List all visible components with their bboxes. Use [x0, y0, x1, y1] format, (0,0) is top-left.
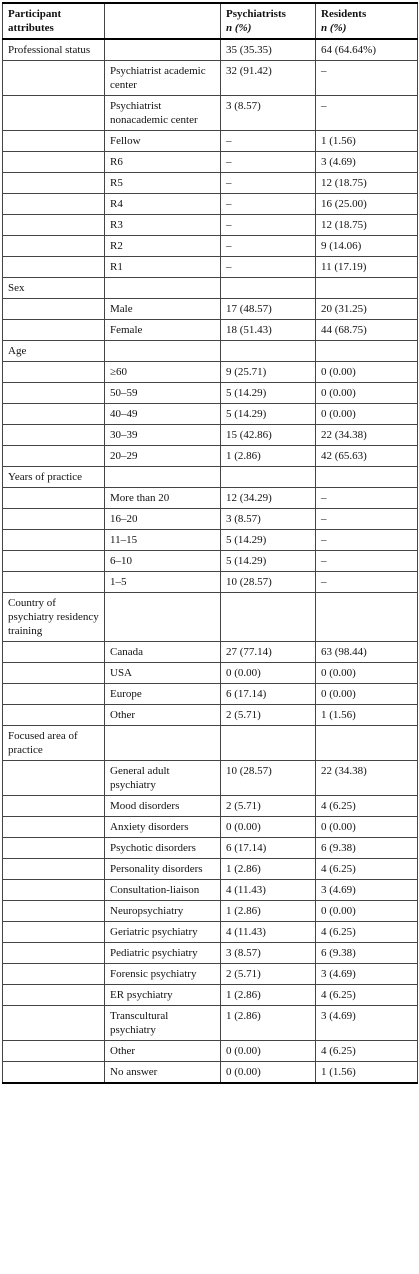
row-psychiatrists-value: 3 (8.57) [221, 943, 316, 964]
row-psychiatrists-value [221, 341, 316, 362]
row-subcategory: R4 [105, 194, 221, 215]
row-residents-value: 6 (9.38) [316, 838, 418, 859]
row-residents-value: 4 (6.25) [316, 985, 418, 1006]
row-attribute [3, 131, 105, 152]
row-attribute: Sex [3, 278, 105, 299]
row-residents-value: 0 (0.00) [316, 901, 418, 922]
table-row [3, 467, 418, 488]
row-residents-value: 20 (31.25) [316, 299, 418, 320]
row-residents-value [316, 278, 418, 299]
table-row [3, 425, 418, 446]
row-attribute [3, 1062, 105, 1084]
row-attribute [3, 551, 105, 572]
row-psychiatrists-value: 18 (51.43) [221, 320, 316, 341]
row-residents-value: 44 (68.75) [316, 320, 418, 341]
row-attribute: Focused area of practice [3, 726, 105, 761]
row-psychiatrists-value: 2 (5.71) [221, 964, 316, 985]
header-psychiatrists [221, 3, 316, 39]
table-row [3, 215, 418, 236]
row-residents-value: – [316, 509, 418, 530]
row-subcategory [105, 341, 221, 362]
row-residents-value: 4 (6.25) [316, 1041, 418, 1062]
table-row [3, 1062, 418, 1084]
row-attribute [3, 943, 105, 964]
table-row [3, 761, 418, 796]
row-attribute [3, 173, 105, 194]
table-row [3, 278, 418, 299]
row-residents-value: 0 (0.00) [316, 362, 418, 383]
header-participant-attributes: Participant attributes [3, 3, 105, 39]
table-row [3, 194, 418, 215]
table-row [3, 152, 418, 173]
table-row [3, 705, 418, 726]
row-attribute [3, 901, 105, 922]
header-psychiatrists-title: Psychiatrists [226, 8, 286, 20]
row-subcategory: ER psychiatry [105, 985, 221, 1006]
row-residents-value: 3 (4.69) [316, 880, 418, 901]
row-residents-value: 63 (98.44) [316, 642, 418, 663]
row-residents-value: 42 (65.63) [316, 446, 418, 467]
row-subcategory: 20–29 [105, 446, 221, 467]
row-psychiatrists-value: 12 (34.29) [221, 488, 316, 509]
row-residents-value: 11 (17.19) [316, 257, 418, 278]
row-psychiatrists-value: 5 (14.29) [221, 404, 316, 425]
row-subcategory [105, 726, 221, 761]
row-subcategory: No answer [105, 1062, 221, 1084]
row-residents-value: 4 (6.25) [316, 859, 418, 880]
table-row [3, 1041, 418, 1062]
row-psychiatrists-value: 2 (5.71) [221, 705, 316, 726]
row-psychiatrists-value: 1 (2.86) [221, 859, 316, 880]
row-subcategory: Neuropsychiatry [105, 901, 221, 922]
table-row [3, 551, 418, 572]
row-psychiatrists-value: 1 (2.86) [221, 985, 316, 1006]
row-subcategory: R3 [105, 215, 221, 236]
row-subcategory: Consultation-liaison [105, 880, 221, 901]
table-row [3, 173, 418, 194]
table-row [3, 964, 418, 985]
row-subcategory [105, 467, 221, 488]
table-row [3, 362, 418, 383]
row-psychiatrists-value: 15 (42.86) [221, 425, 316, 446]
row-residents-value: 16 (25.00) [316, 194, 418, 215]
row-attribute: Country of psychiatry residency training [3, 593, 105, 642]
row-attribute [3, 383, 105, 404]
row-attribute [3, 236, 105, 257]
row-psychiatrists-value [221, 726, 316, 761]
row-subcategory: Psychiatrist nonacademic center [105, 96, 221, 131]
row-subcategory: 1–5 [105, 572, 221, 593]
row-residents-value: 0 (0.00) [316, 404, 418, 425]
table-row [3, 404, 418, 425]
table-row [3, 131, 418, 152]
table-row [3, 39, 418, 61]
row-subcategory: More than 20 [105, 488, 221, 509]
row-residents-value: 9 (14.06) [316, 236, 418, 257]
row-subcategory: 6–10 [105, 551, 221, 572]
row-attribute [3, 215, 105, 236]
table-row [3, 985, 418, 1006]
row-attribute [3, 362, 105, 383]
row-psychiatrists-value: 1 (2.86) [221, 446, 316, 467]
row-psychiatrists-value: – [221, 152, 316, 173]
row-subcategory: Canada [105, 642, 221, 663]
table-row [3, 901, 418, 922]
row-psychiatrists-value: – [221, 236, 316, 257]
row-psychiatrists-value: – [221, 215, 316, 236]
header-residents-title: Residents [321, 8, 367, 20]
row-attribute [3, 152, 105, 173]
table-row [3, 383, 418, 404]
row-subcategory: Fellow [105, 131, 221, 152]
row-attribute [3, 61, 105, 96]
row-subcategory: 30–39 [105, 425, 221, 446]
table-row [3, 572, 418, 593]
row-subcategory: Transcultural psychiatry [105, 1006, 221, 1041]
table-row [3, 859, 418, 880]
table-row [3, 61, 418, 96]
row-attribute [3, 1006, 105, 1041]
row-subcategory: USA [105, 663, 221, 684]
row-subcategory: Anxiety disorders [105, 817, 221, 838]
row-attribute [3, 838, 105, 859]
row-psychiatrists-value: 0 (0.00) [221, 663, 316, 684]
row-attribute [3, 880, 105, 901]
row-subcategory: Psychiatrist academic center [105, 61, 221, 96]
row-subcategory: Other [105, 1041, 221, 1062]
row-attribute [3, 684, 105, 705]
row-psychiatrists-value [221, 593, 316, 642]
row-residents-value: 0 (0.00) [316, 817, 418, 838]
row-psychiatrists-value: 5 (14.29) [221, 530, 316, 551]
row-psychiatrists-value: 4 (11.43) [221, 922, 316, 943]
row-residents-value [316, 341, 418, 362]
row-psychiatrists-value: 5 (14.29) [221, 551, 316, 572]
row-subcategory: 40–49 [105, 404, 221, 425]
table-row [3, 530, 418, 551]
row-psychiatrists-value: 3 (8.57) [221, 509, 316, 530]
row-psychiatrists-value: 0 (0.00) [221, 817, 316, 838]
row-psychiatrists-value: 1 (2.86) [221, 901, 316, 922]
row-psychiatrists-value [221, 278, 316, 299]
row-psychiatrists-value: 10 (28.57) [221, 761, 316, 796]
table-row [3, 663, 418, 684]
row-residents-value: 22 (34.38) [316, 761, 418, 796]
row-attribute [3, 446, 105, 467]
row-subcategory: Geriatric psychiatry [105, 922, 221, 943]
header-residents-unit: n (%) [321, 22, 347, 34]
row-psychiatrists-value: 6 (17.14) [221, 684, 316, 705]
row-residents-value [316, 726, 418, 761]
row-attribute [3, 509, 105, 530]
row-residents-value: – [316, 551, 418, 572]
row-psychiatrists-value: 4 (11.43) [221, 880, 316, 901]
table-row [3, 488, 418, 509]
header-subcategory [105, 3, 221, 39]
row-attribute [3, 761, 105, 796]
row-residents-value: 3 (4.69) [316, 1006, 418, 1041]
table-row [3, 726, 418, 761]
row-psychiatrists-value: – [221, 257, 316, 278]
row-residents-value: 1 (1.56) [316, 1062, 418, 1084]
row-subcategory: Pediatric psychiatry [105, 943, 221, 964]
table-row [3, 257, 418, 278]
row-subcategory [105, 278, 221, 299]
row-attribute [3, 663, 105, 684]
table-row [3, 96, 418, 131]
row-attribute [3, 817, 105, 838]
row-subcategory: 16–20 [105, 509, 221, 530]
row-attribute [3, 299, 105, 320]
row-residents-value: 3 (4.69) [316, 152, 418, 173]
row-subcategory: Mood disorders [105, 796, 221, 817]
row-residents-value: – [316, 96, 418, 131]
row-attribute [3, 572, 105, 593]
row-attribute [3, 404, 105, 425]
row-psychiatrists-value: – [221, 173, 316, 194]
table-row [3, 1006, 418, 1041]
row-psychiatrists-value: – [221, 194, 316, 215]
row-psychiatrists-value: 32 (91.42) [221, 61, 316, 96]
table-row [3, 446, 418, 467]
table-row [3, 796, 418, 817]
row-subcategory: R1 [105, 257, 221, 278]
row-attribute: Age [3, 341, 105, 362]
row-subcategory: R6 [105, 152, 221, 173]
table-row [3, 593, 418, 642]
row-attribute [3, 194, 105, 215]
row-attribute [3, 530, 105, 551]
row-attribute [3, 985, 105, 1006]
table-row [3, 320, 418, 341]
row-residents-value: 22 (34.38) [316, 425, 418, 446]
row-attribute [3, 96, 105, 131]
row-residents-value: 0 (0.00) [316, 684, 418, 705]
row-psychiatrists-value: 3 (8.57) [221, 96, 316, 131]
row-psychiatrists-value: 0 (0.00) [221, 1062, 316, 1084]
row-psychiatrists-value: 6 (17.14) [221, 838, 316, 859]
row-residents-value: 1 (1.56) [316, 705, 418, 726]
row-residents-value [316, 593, 418, 642]
table-row [3, 684, 418, 705]
table-row [3, 817, 418, 838]
row-residents-value: 1 (1.56) [316, 131, 418, 152]
row-attribute [3, 964, 105, 985]
row-subcategory [105, 39, 221, 61]
row-attribute [3, 425, 105, 446]
row-residents-value: 12 (18.75) [316, 215, 418, 236]
row-psychiatrists-value: 1 (2.86) [221, 1006, 316, 1041]
row-psychiatrists-value: 17 (48.57) [221, 299, 316, 320]
row-residents-value: 0 (0.00) [316, 663, 418, 684]
row-subcategory: Psychotic disorders [105, 838, 221, 859]
row-subcategory: Forensic psychiatry [105, 964, 221, 985]
table-body [3, 39, 418, 1083]
row-psychiatrists-value: 2 (5.71) [221, 796, 316, 817]
row-subcategory: Male [105, 299, 221, 320]
row-psychiatrists-value: 27 (77.14) [221, 642, 316, 663]
table-row [3, 922, 418, 943]
row-psychiatrists-value: 9 (25.71) [221, 362, 316, 383]
table-row [3, 236, 418, 257]
row-subcategory: ≥60 [105, 362, 221, 383]
row-subcategory: General adult psychiatry [105, 761, 221, 796]
row-attribute [3, 796, 105, 817]
row-residents-value: 4 (6.25) [316, 796, 418, 817]
header-row [3, 3, 418, 39]
row-psychiatrists-value: 0 (0.00) [221, 1041, 316, 1062]
table-row [3, 642, 418, 663]
participant-table [2, 2, 418, 1084]
table-row [3, 509, 418, 530]
row-attribute: Years of practice [3, 467, 105, 488]
row-attribute [3, 488, 105, 509]
row-attribute [3, 1041, 105, 1062]
table-row [3, 299, 418, 320]
table-row [3, 341, 418, 362]
row-residents-value: 12 (18.75) [316, 173, 418, 194]
table-row [3, 880, 418, 901]
table-row [3, 838, 418, 859]
row-subcategory: Europe [105, 684, 221, 705]
row-psychiatrists-value: 10 (28.57) [221, 572, 316, 593]
row-attribute [3, 922, 105, 943]
row-subcategory: 50–59 [105, 383, 221, 404]
row-subcategory: Other [105, 705, 221, 726]
row-psychiatrists-value: 35 (35.35) [221, 39, 316, 61]
row-attribute [3, 642, 105, 663]
row-attribute: Professional status [3, 39, 105, 61]
row-psychiatrists-value: – [221, 131, 316, 152]
row-attribute [3, 705, 105, 726]
row-subcategory: Female [105, 320, 221, 341]
row-subcategory: Personality disorders [105, 859, 221, 880]
table-row [3, 943, 418, 964]
row-residents-value: – [316, 572, 418, 593]
row-residents-value: 0 (0.00) [316, 383, 418, 404]
row-residents-value: – [316, 61, 418, 96]
header-psychiatrists-unit: n (%) [226, 22, 252, 34]
row-attribute [3, 320, 105, 341]
row-subcategory: 11–15 [105, 530, 221, 551]
row-subcategory: R2 [105, 236, 221, 257]
row-attribute [3, 859, 105, 880]
row-residents-value: 4 (6.25) [316, 922, 418, 943]
row-residents-value: 64 (64.64%) [316, 39, 418, 61]
row-residents-value [316, 467, 418, 488]
row-residents-value: 3 (4.69) [316, 964, 418, 985]
row-psychiatrists-value [221, 467, 316, 488]
row-residents-value: – [316, 488, 418, 509]
row-attribute [3, 257, 105, 278]
row-psychiatrists-value: 5 (14.29) [221, 383, 316, 404]
row-residents-value: 6 (9.38) [316, 943, 418, 964]
row-subcategory [105, 593, 221, 642]
header-residents [316, 3, 418, 39]
row-subcategory: R5 [105, 173, 221, 194]
row-residents-value: – [316, 530, 418, 551]
